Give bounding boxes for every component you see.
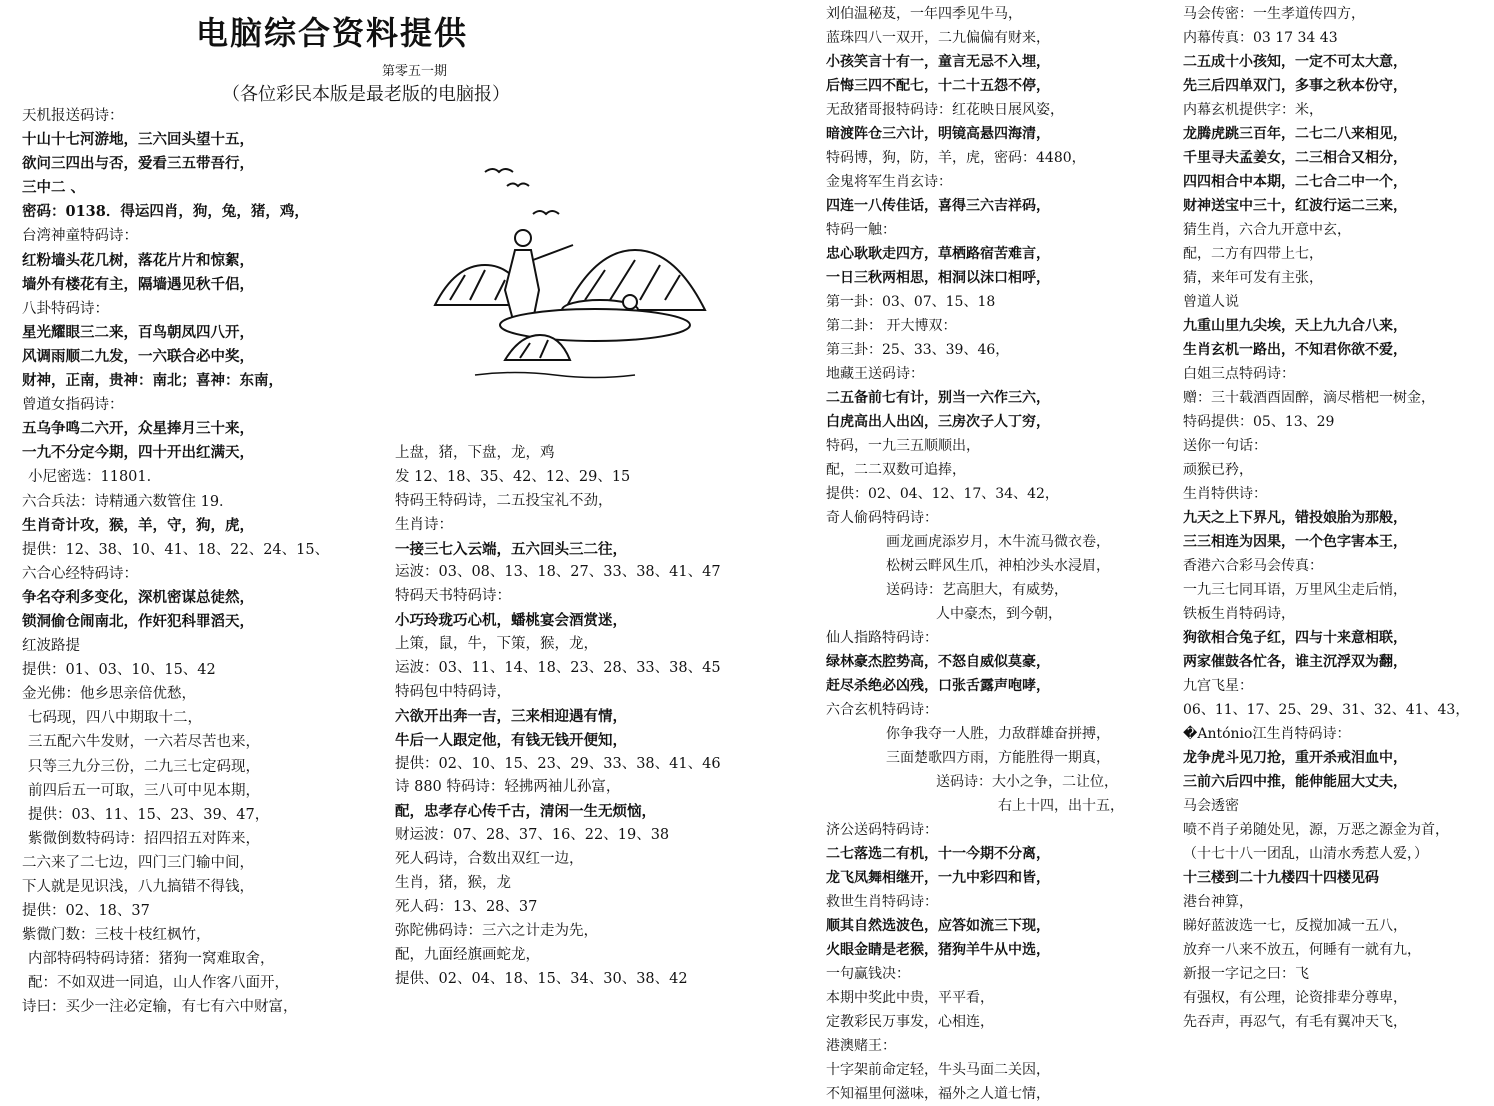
col4-line: 两家催鼓各忙各，谁主沉浮双为翻， xyxy=(1183,654,1407,670)
col3-line: 奇人偷码特码诗： xyxy=(826,510,938,526)
col2-line: 运波：03、08、13、18、27、33、38、41、47 xyxy=(395,564,721,581)
col4-line: 三三相连为因果，一个色字害本王， xyxy=(1183,534,1407,550)
col3-line: 火眼金睛是老猴，猪狗羊牛从中选， xyxy=(826,942,1050,958)
col1-line: 提供：03、11、15、23、39、47， xyxy=(28,806,270,823)
col1-line: 十山十七河游地，三六回头望十五， xyxy=(22,131,254,149)
col4-line: 九天之上下界凡，错投娘胎为那般， xyxy=(1183,510,1407,526)
col4-line: 龙腾虎跳三百年，二七二八来相见， xyxy=(1183,126,1407,142)
col4-line: 赠：三十载酒酉固醉，滴尽楷杷一树金， xyxy=(1183,390,1435,406)
col4-line: 十三楼到二十九楼四十四楼见码 xyxy=(1183,870,1379,886)
col3-line: 济公送码特码诗： xyxy=(826,822,938,838)
col1-line: 只等三九分三份，二九三七定码现， xyxy=(28,758,260,775)
col1-line: 红粉墙头花几树，落花片片和惊絮， xyxy=(22,251,254,269)
ink-illustration xyxy=(415,160,725,400)
col3-line: 仙人指路特码诗： xyxy=(826,630,938,646)
col4-line: （十七十八一团乱，山清水秀惹人爱，） xyxy=(1183,846,1428,862)
col4-line: 三前六后四中推，能伸能屈大丈夫， xyxy=(1183,774,1407,790)
col4-line: 一九三七同耳语，万里风尘走后悄， xyxy=(1183,582,1407,598)
col1-line: 生肖奇计攻，猴，羊，守，狗，虎， xyxy=(22,516,254,534)
col1-line: 风调雨顺二九发，一六联合必中奖， xyxy=(22,347,254,365)
col4-line: 九宫飞星： xyxy=(1183,678,1253,694)
col4-line: 马会传密：一生孝道传四方， xyxy=(1183,6,1365,22)
col2-line: 死人码：13、28、37 xyxy=(395,898,538,915)
col3-line: 第二卦： 开大博双： xyxy=(826,318,957,334)
col1-line: 三五配六牛发财，一六若尽苦也来， xyxy=(28,734,260,751)
col3-line: 定教彩民万事发，心相连， xyxy=(826,1014,994,1030)
col1-line: 配：不如双进一同追，山人作客八面开， xyxy=(28,975,289,992)
col3-line: 不知福里何滋味，福外之人道七情， xyxy=(826,1086,1050,1102)
col1-line: 曾道女指码诗： xyxy=(22,397,124,414)
col3-line: 三面楚歌四方雨，方能胜得一期真， xyxy=(886,750,1110,766)
col2-line: 特码天书特码诗： xyxy=(395,588,511,605)
col3-line: 特码博，狗，防，羊，虎，密码：4480， xyxy=(826,150,1086,166)
col2-line: 生肖诗： xyxy=(395,516,453,533)
col3-line: 忠心耿耿走四方，草栖路宿苦难言， xyxy=(826,246,1050,262)
col4-line: 财神送宝中三十，红波行运二三来， xyxy=(1183,198,1407,214)
col2-line: 提供：02、10、15、23、29、33、38、41、46 xyxy=(395,755,721,772)
col4-line: 06、11、17、25、29、31、32、41、43， xyxy=(1183,702,1470,718)
col3-line: 白虎高出人出凶，三房次子人丁穷， xyxy=(826,414,1050,430)
col1-line: 五乌争鸣二六开，众星捧月三十来， xyxy=(22,420,254,438)
col3-line: 人中豪杰，到今朝， xyxy=(936,606,1062,622)
col3-line: 暗渡阵仓三六计，明镜高悬四海清， xyxy=(826,126,1050,142)
col4-line: 猜，来年可发有主张， xyxy=(1183,270,1323,286)
col2-line: 配，忠孝存心传千古，清闲一生无烦恼， xyxy=(395,803,656,821)
col1-line: 密码：0138．得运四肖，狗，兔，猪，鸡， xyxy=(22,203,309,221)
col4-line: 特码提供：05、13、29 xyxy=(1183,414,1335,430)
col3-line: 送码诗：艺高胆大，有威势， xyxy=(886,582,1068,598)
col3-line: 二五备前七有计，别当一六作三六， xyxy=(826,390,1050,406)
col2-line: 配，九面经旗画蛇龙， xyxy=(395,946,540,963)
col1-line: 锁洞偷仓闹南北，作奸犯科罪滔天， xyxy=(22,612,254,630)
col4-line: 喷不肖子弟随处见，源，万恶之源金为首， xyxy=(1183,822,1449,838)
column-4 xyxy=(1183,2,1483,1034)
col3-line: 画龙画虎添岁月，木牛流马微衣卷， xyxy=(886,534,1110,550)
column-1 xyxy=(22,104,372,1020)
col3-line: 地藏王送码诗： xyxy=(826,366,924,382)
col1-line: 紫微门数：三枝十枝红枫竹， xyxy=(22,927,211,944)
col3-line: 绿林豪杰腔势高，不怒自威似莫豪， xyxy=(826,654,1050,670)
col4-line: 千里寻夫孟姜女，二三相合又相分， xyxy=(1183,150,1407,166)
col1-line: 金光佛：他乡思亲倍优愁， xyxy=(22,686,196,703)
col4-line: 有强权，有公理，论资排辈分尊卑， xyxy=(1183,990,1407,1006)
col1-line: 提供：01、03、10、15、42 xyxy=(22,662,216,679)
col2-line: 提供、02、04、18、15、34、30、38、42 xyxy=(395,970,688,987)
column-2 xyxy=(395,442,795,991)
col3-line: 小孩笑言十有一，童言无忌不入埋， xyxy=(826,54,1050,70)
col1-line: 小尼密选：11801． xyxy=(28,469,162,486)
col1-line: 六合兵法：诗精通六数管住 19． xyxy=(22,493,234,510)
col1-line: 提供：02、18、37 xyxy=(22,903,150,920)
col3-line: 赶尽杀绝必凶残，口张舌露声咆哮， xyxy=(826,678,1050,694)
col4-line: 配，二方有四带上七， xyxy=(1183,246,1323,262)
col3-line: 本期中奖此中贵，平平看， xyxy=(826,990,994,1006)
col2-line: 弥陀佛码诗：三六之计走为先， xyxy=(395,922,598,939)
col4-line: 先吞声，再忍气，有毛有翼冲天飞， xyxy=(1183,1014,1407,1030)
col4-line: 猜生肖，六合九开意中玄， xyxy=(1183,222,1351,238)
col4-line: 送你一句话： xyxy=(1183,438,1267,454)
col3-line: 送码诗：大小之争，二让位， xyxy=(936,774,1118,790)
col3-line: 救世生肖特码诗： xyxy=(826,894,938,910)
col3-line: 提供：02、04、12、17、34、42， xyxy=(826,486,1059,502)
col4-line: 狗欲相合兔子红，四与十来意相联， xyxy=(1183,630,1407,646)
col1-line: 墙外有楼花有主，隔墙遇见秋千侣， xyxy=(22,275,254,293)
col2-line: 运波：03、11、14、18、23、28、33、38、45 xyxy=(395,660,721,677)
col3-line: 六合玄机特码诗： xyxy=(826,702,938,718)
col1-line: 提供：12、38、10、41、18、22、24、15、 xyxy=(22,541,330,558)
col4-line: 生肖玄机一路出，不知君你欲不爱， xyxy=(1183,342,1407,358)
col4-line: �António江生肖特码诗： xyxy=(1183,726,1351,742)
col3-line: 后悔三四不配七，十二十五怨不停， xyxy=(826,78,1050,94)
col4-line: 内幕传真：03 17 34 43 xyxy=(1183,30,1338,46)
col2-line: 六欲开出奔一吉，三来相迎遇有情， xyxy=(395,707,627,725)
col4-line: 新报一字记之曰：飞 xyxy=(1183,966,1309,982)
col3-line: 松树云畔风生爪，神柏沙头水浸眉， xyxy=(886,558,1110,574)
col1-line: 财神，正南，贵神：南北；喜神：东南， xyxy=(22,372,283,390)
col2-line: 生肖，猪，猴，龙 xyxy=(395,875,511,892)
col3-line: 龙飞凤舞相继开，一九中彩四和皆， xyxy=(826,870,1050,886)
col1-line: 红波路提 xyxy=(22,638,80,655)
col2-line: 诗 880 特码诗：轻拂两袖儿孙富， xyxy=(395,779,621,796)
col3-line: 蓝珠四八一双开，二九偏偏有财来， xyxy=(826,30,1050,46)
col3-line: 顺其自然选波色，应答如流三下现， xyxy=(826,918,1050,934)
col3-line: 一句赢钱决： xyxy=(826,966,910,982)
col2-line: 死人码诗，合数出双红一边， xyxy=(395,851,584,868)
col3-line: 特码，一九三五顺顺出， xyxy=(826,438,980,454)
col1-line: 星光耀眼三二来，百鸟朝凤四八开， xyxy=(22,323,254,341)
page-title: 电脑综合资料提供 xyxy=(196,14,469,52)
col4-line: 九重山里九尖埃，天上九九合八来， xyxy=(1183,318,1407,334)
col2-line: 特码王特码诗，二五投宝礼不劲， xyxy=(395,492,613,509)
col4-line: 睇好蓝波选一七，反搅加减一五八， xyxy=(1183,918,1407,934)
col3-line: 一日三秋两相思，相洞以沫口相呼， xyxy=(826,270,1050,286)
col1-line: 下人就是见识浅，八九搞错不得钱， xyxy=(22,879,254,895)
col1-line: 紫微倒数特码诗：招四招五对阵来， xyxy=(28,830,260,847)
issue-number: 第零五一期 xyxy=(382,64,448,79)
col4-line: 马会透密 xyxy=(1183,798,1239,814)
col1-line: 一九不分定今期，四十开出红满天， xyxy=(22,444,254,462)
col3-line: 刘伯温秘芨，一年四季见牛马， xyxy=(826,6,1022,22)
col2-line: 小巧玲珑巧心机，蟠桃宴会酒赏迷， xyxy=(395,612,627,630)
col1-line: 诗曰：买少一注必定输，有七有六中财富， xyxy=(22,999,298,1016)
col3-line: 港澳赌王： xyxy=(826,1038,896,1054)
col4-line: 生肖特供诗： xyxy=(1183,486,1267,502)
col4-line: 内幕玄机提供字：米， xyxy=(1183,102,1323,118)
col3-line: 无敌猪哥报特码诗：红花映日展风姿， xyxy=(826,102,1064,118)
col1-line: 天机报送码诗： xyxy=(22,108,124,124)
col1-line: 三中二 、 xyxy=(22,179,86,197)
col2-line: 牛后一人跟定他，有钱无钱开便知， xyxy=(395,731,627,749)
col3-line: 特码一触： xyxy=(826,222,896,238)
col2-line: 上盘，猪，下盘，龙，鸡 xyxy=(395,445,555,461)
col1-line: 前四后五一可取，三八可中见本期， xyxy=(28,782,260,799)
col1-line: 七码现，四八中期取十二， xyxy=(28,710,202,727)
col3-line: 配，二二双数可追捧， xyxy=(826,462,966,478)
column-3 xyxy=(826,2,1166,1106)
page-subtitle: （各位彩民本版是最老版的电脑报） xyxy=(222,84,510,105)
col1-line: 二六来了二七边，四门三门输中间， xyxy=(22,854,254,871)
col2-line: 财运波：07、28、37、16、22、19、38 xyxy=(395,827,670,844)
col1-line: 争名夺利多变化，深机密谋总徒然， xyxy=(22,588,254,606)
col4-line: 二五成十小孩知，一定不可太大意， xyxy=(1183,54,1407,70)
col4-line: 顽猴已矜， xyxy=(1183,462,1253,478)
col4-line: 港台神算， xyxy=(1183,894,1253,910)
col1-line: 内部特码特码诗猪：猪狗一窝难取舍， xyxy=(28,951,275,968)
col2-line: 一接三七入云端，五六回头三二往， xyxy=(395,540,627,558)
col4-line: 龙争虎斗见刀抢，重开杀戒泪血中， xyxy=(1183,750,1407,766)
col4-line: 放弃一八来不放五，何睡有一就有九， xyxy=(1183,942,1421,958)
col3-line: 第三卦：25、33、39、46， xyxy=(826,342,1010,358)
col4-line: 香港六合彩马会传真： xyxy=(1183,558,1323,574)
col2-line: 上策，鼠，牛，下策，猴，龙， xyxy=(395,636,598,653)
col3-line: 二七落选二有机，十一今期不分离， xyxy=(826,846,1050,862)
birds-icon xyxy=(485,169,559,214)
col3-line: 四连一八传佳话，喜得三六吉祥码， xyxy=(826,198,1050,214)
col3-line: 你争我夺一人胜，力敌群雄奋拼搏， xyxy=(886,726,1110,742)
col4-line: 先三后四单双门，多事之秋本份守， xyxy=(1183,78,1407,94)
col1-line: 八卦特码诗： xyxy=(22,300,109,317)
col4-line: 四四相合中本期，二七合二中一个， xyxy=(1183,174,1407,190)
col4-line: 铁板生肖特码诗， xyxy=(1183,606,1295,622)
col3-line: 右上十四，出十五， xyxy=(998,798,1124,814)
col4-line: 白姐三点特码诗： xyxy=(1183,366,1295,382)
col3-line: 金鬼将军生肖玄诗： xyxy=(826,174,952,190)
col3-line: 十字架前命定轻，牛头马面二关因， xyxy=(826,1062,1050,1078)
col2-line: 特码包中特码诗， xyxy=(395,683,511,700)
col1-line: 欲问三四出与否，爱看三五带吾行， xyxy=(22,155,254,173)
col1-line: 六合心经特码诗： xyxy=(22,565,138,582)
col1-line: 台湾神童特码诗： xyxy=(22,228,138,245)
col3-line: 第一卦：03、07、15、18 xyxy=(826,294,996,310)
col2-line: 发 12、18、35、42、12、29、15 xyxy=(395,468,631,485)
col4-line: 曾道人说 xyxy=(1183,294,1239,310)
